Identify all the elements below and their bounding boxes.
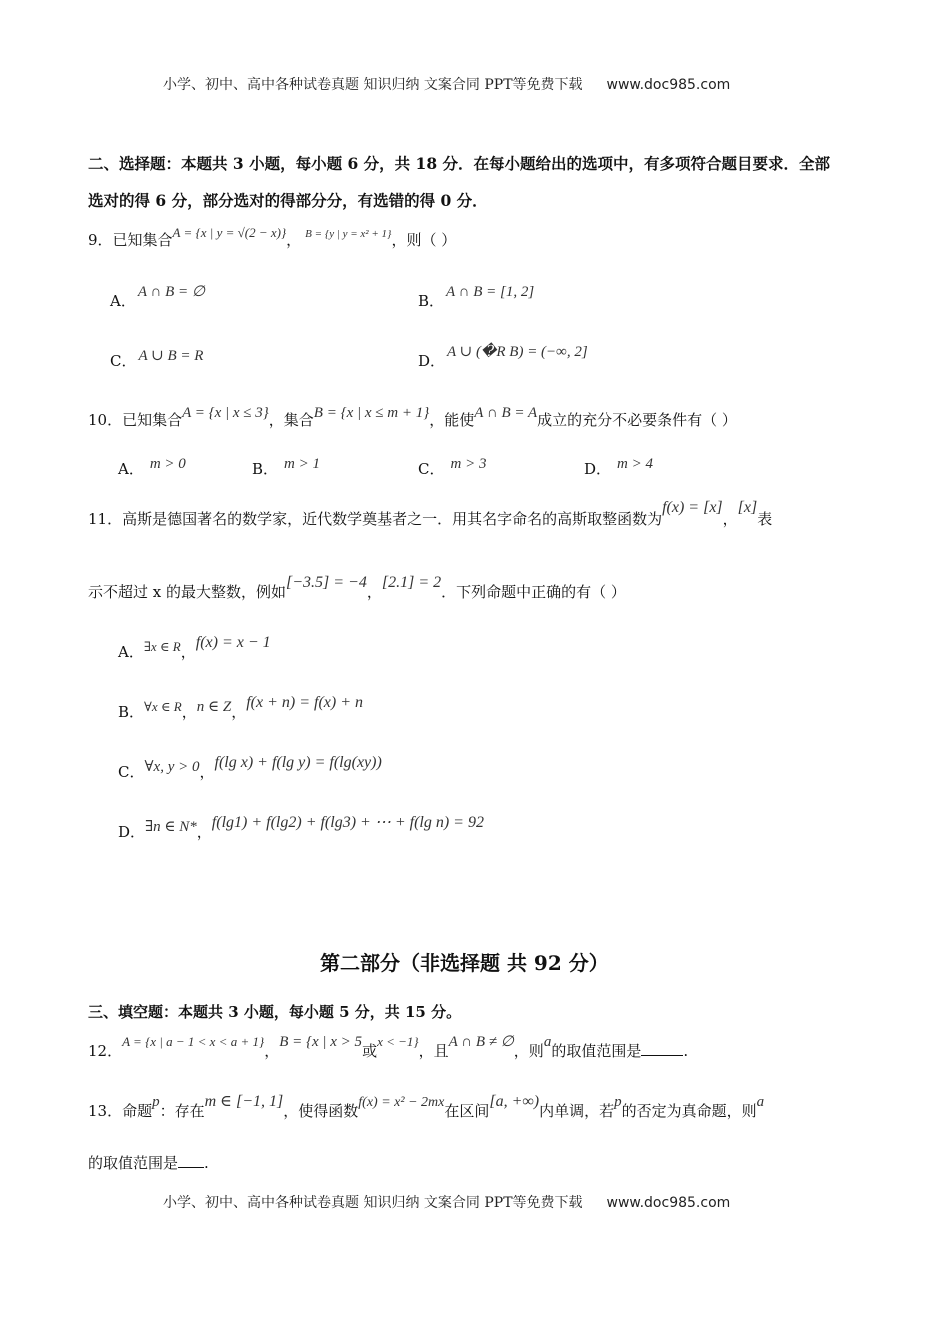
question-13-line2 (88, 1152, 209, 1173)
q13-mid4: 的否定为真命题，则 (621, 1102, 757, 1120)
q11-option-c-sep: ， (199, 763, 215, 781)
q13-mid1: ，使得函数 (283, 1102, 359, 1120)
q10-setB: B = {x | x ≤ m + 1} (313, 405, 430, 421)
q13-interval: [a, +∞) (489, 1093, 540, 1110)
q11-option-a-math2: f(x) = x − 1 (195, 634, 271, 651)
q11-option-d[interactable] (118, 814, 484, 842)
q10-option-c[interactable] (418, 458, 486, 479)
q11-option-b-label: B． (118, 703, 145, 721)
q11-option-b-math2: f(x + n) = f(x) + n (246, 694, 363, 711)
q11-option-b-mathmid: n ∈ Z (196, 699, 232, 715)
q12-qie: ，且 (418, 1042, 449, 1060)
q11-comma: ， (722, 510, 738, 528)
q10-option-b[interactable] (252, 458, 320, 479)
q9-option-a-math: A ∩ B = ∅ (137, 284, 205, 300)
q13-p2: p (614, 1094, 622, 1110)
q10-mid2: ，能使 (429, 411, 475, 429)
q11-option-d-sep: ， (196, 823, 212, 841)
q11-func: f(x) = [x] (662, 499, 723, 516)
q11-option-b-sep2: ， (231, 703, 247, 721)
q9-option-c[interactable] (110, 350, 203, 371)
q9-option-b[interactable] (418, 284, 535, 311)
q9-option-c-label: C． (110, 352, 137, 370)
q12-var: a (543, 1034, 552, 1050)
q9-option-d[interactable] (418, 344, 588, 371)
q12-setB2: x < −1} (377, 1034, 419, 1049)
q13-m: m ∈ [−1, 1] (204, 1093, 284, 1110)
question-13-line1 (88, 1093, 765, 1121)
q13-a: a (756, 1094, 765, 1110)
page-header (163, 74, 730, 94)
q12-answer-blank[interactable] (641, 1041, 683, 1056)
q9-setA: A = {x | y = √(2 − x)} (172, 225, 287, 240)
q11-option-a-math1: ∃x ∈ R (143, 639, 181, 654)
q9-option-a-label: A． (110, 292, 136, 310)
q12-setB: B = {x | x > 5 (279, 1034, 363, 1050)
footer-text: 小学、初中、高中各种试卷真题 知识归纳 文案合同 PPT等免费下载 (163, 1195, 583, 1211)
header-text: 小学、初中、高中各种试卷真题 知识归纳 文案合同 PPT等免费下载 (163, 77, 583, 93)
q10-option-c-math: m > 3 (450, 456, 487, 472)
q11-option-d-label: D． (118, 823, 146, 841)
q11-option-c[interactable] (118, 754, 382, 782)
q9-setB: B = {y | y = x² + 1} (305, 228, 392, 240)
q13-func: f(x) = x² − 2mx (358, 1095, 445, 1110)
question-11-line2 (88, 574, 626, 602)
q12-setA: A = {x | a − 1 < x < a + 1} (122, 1034, 265, 1049)
q10-option-a-math: m > 0 (149, 456, 186, 472)
q9-suffix: ，则（ ） (391, 231, 457, 249)
page-footer (163, 1192, 730, 1212)
q11-option-b-math1: ∀x ∈ R (144, 699, 182, 714)
q12-num: 12． (88, 1042, 123, 1060)
question-9 (88, 225, 457, 250)
q13-answer-blank[interactable] (178, 1153, 204, 1168)
q10-prefix: 10．已知集合 (88, 411, 183, 429)
q13-end: . (204, 1154, 209, 1172)
q11-option-d-math1: ∃n ∈ N* (145, 819, 197, 835)
q13-mid3: 内单调，若 (539, 1102, 615, 1120)
q10-option-a-label: A． (118, 460, 144, 478)
q10-suffix: 成立的充分不必要条件有（ ） (537, 411, 737, 429)
q10-option-c-label: C． (418, 460, 445, 478)
q11-ex2: [2.1] = 2 (381, 574, 442, 591)
section3-heading: 三、填空题：本题共 3 小题，每小题 5 分，共 15 分。 (88, 1003, 462, 1021)
question-12 (88, 1034, 689, 1061)
q13-prefix: 13．命题 (88, 1102, 153, 1120)
section2-heading-line2: 选对的得 6 分，部分选对的得部分分，有选错的得 0 分． (88, 191, 488, 210)
q9-option-c-math: A ∪ B = R (138, 348, 204, 364)
q13-line2: 的取值范围是 (88, 1154, 179, 1172)
q11-option-a[interactable] (118, 634, 271, 662)
q13-mid2: 在区间 (444, 1102, 490, 1120)
q11-line2-suffix: ．下列命题中正确的有（ ） (441, 583, 626, 601)
q9-prefix: 9．已知集合 (88, 231, 173, 249)
q9-option-b-math: A ∩ B = [1, 2] (446, 284, 535, 300)
q11-line1: 11．高斯是德国著名的数学家，近代数学奠基者之一．用其名字命名的高斯取整函数为 (88, 510, 663, 528)
q10-option-b-math: m > 1 (284, 456, 320, 472)
q9-option-a[interactable] (110, 284, 205, 311)
q12-cond: A ∩ B ≠ ∅ (448, 1034, 514, 1050)
q11-bracket: [x] (737, 499, 758, 516)
question-11-line1 (88, 499, 773, 529)
q12-sep: ， (264, 1042, 280, 1060)
q10-option-d-math: m > 4 (617, 456, 653, 472)
q11-option-a-sep: ， (180, 643, 196, 661)
q12-suffix: 的取值范围是 (551, 1042, 642, 1060)
q11-ex1: [−3.5] = −4 (286, 574, 367, 591)
q11-biao: 表 (757, 510, 773, 528)
q11-option-a-label: A． (118, 643, 144, 661)
q9-option-b-label: B． (418, 292, 445, 310)
q9-option-d-label: D． (418, 352, 446, 370)
q10-option-b-label: B． (252, 460, 279, 478)
section2-heading-line1: 二、选择题：本题共 3 小题，每小题 6 分，共 18 分．在每小题给出的选项中，有多项符合题目要求．全部 (88, 154, 831, 173)
q11-option-d-math2: f(lg1) + f(lg2) + f(lg3) + ⋯ + f(lg n) = 92 (211, 814, 484, 831)
q12-end: . (683, 1042, 689, 1060)
q13-p: p (152, 1094, 160, 1110)
q11-option-c-label: C． (118, 763, 145, 781)
q10-mid1: ，集合 (268, 411, 314, 429)
q9-sep: ， (286, 231, 302, 249)
q12-then: ，则 (513, 1042, 544, 1060)
part2-title: 第二部分（非选择题 共 92 分） (320, 951, 609, 975)
q11-line2-prefix: 示不超过 x 的最大整数，例如 (88, 583, 286, 601)
q11-option-c-math2: f(lg x) + f(lg y) = f(lg(xy)) (214, 754, 382, 771)
q10-option-d[interactable] (584, 458, 653, 479)
q10-option-a[interactable] (118, 458, 186, 479)
q13-colon: ：存在 (159, 1102, 205, 1120)
q12-or: 或 (362, 1042, 378, 1060)
q11-option-c-math1: ∀x, y > 0 (144, 759, 200, 775)
q10-setA: A = {x | x ≤ 3} (182, 405, 269, 421)
question-10 (88, 405, 737, 430)
q11-comma-2: ， (366, 583, 382, 601)
footer-url[interactable]: www.doc985.com (606, 1195, 731, 1211)
q10-option-d-label: D． (584, 460, 612, 478)
q9-option-d-math: A ∪ (�R B) = (−∞, 2] (447, 344, 588, 360)
q11-option-b-sep1: ， (181, 703, 197, 721)
header-url[interactable]: www.doc985.com (606, 77, 731, 93)
q10-cond: A ∩ B = A (474, 405, 538, 421)
q11-option-b[interactable] (118, 694, 363, 722)
